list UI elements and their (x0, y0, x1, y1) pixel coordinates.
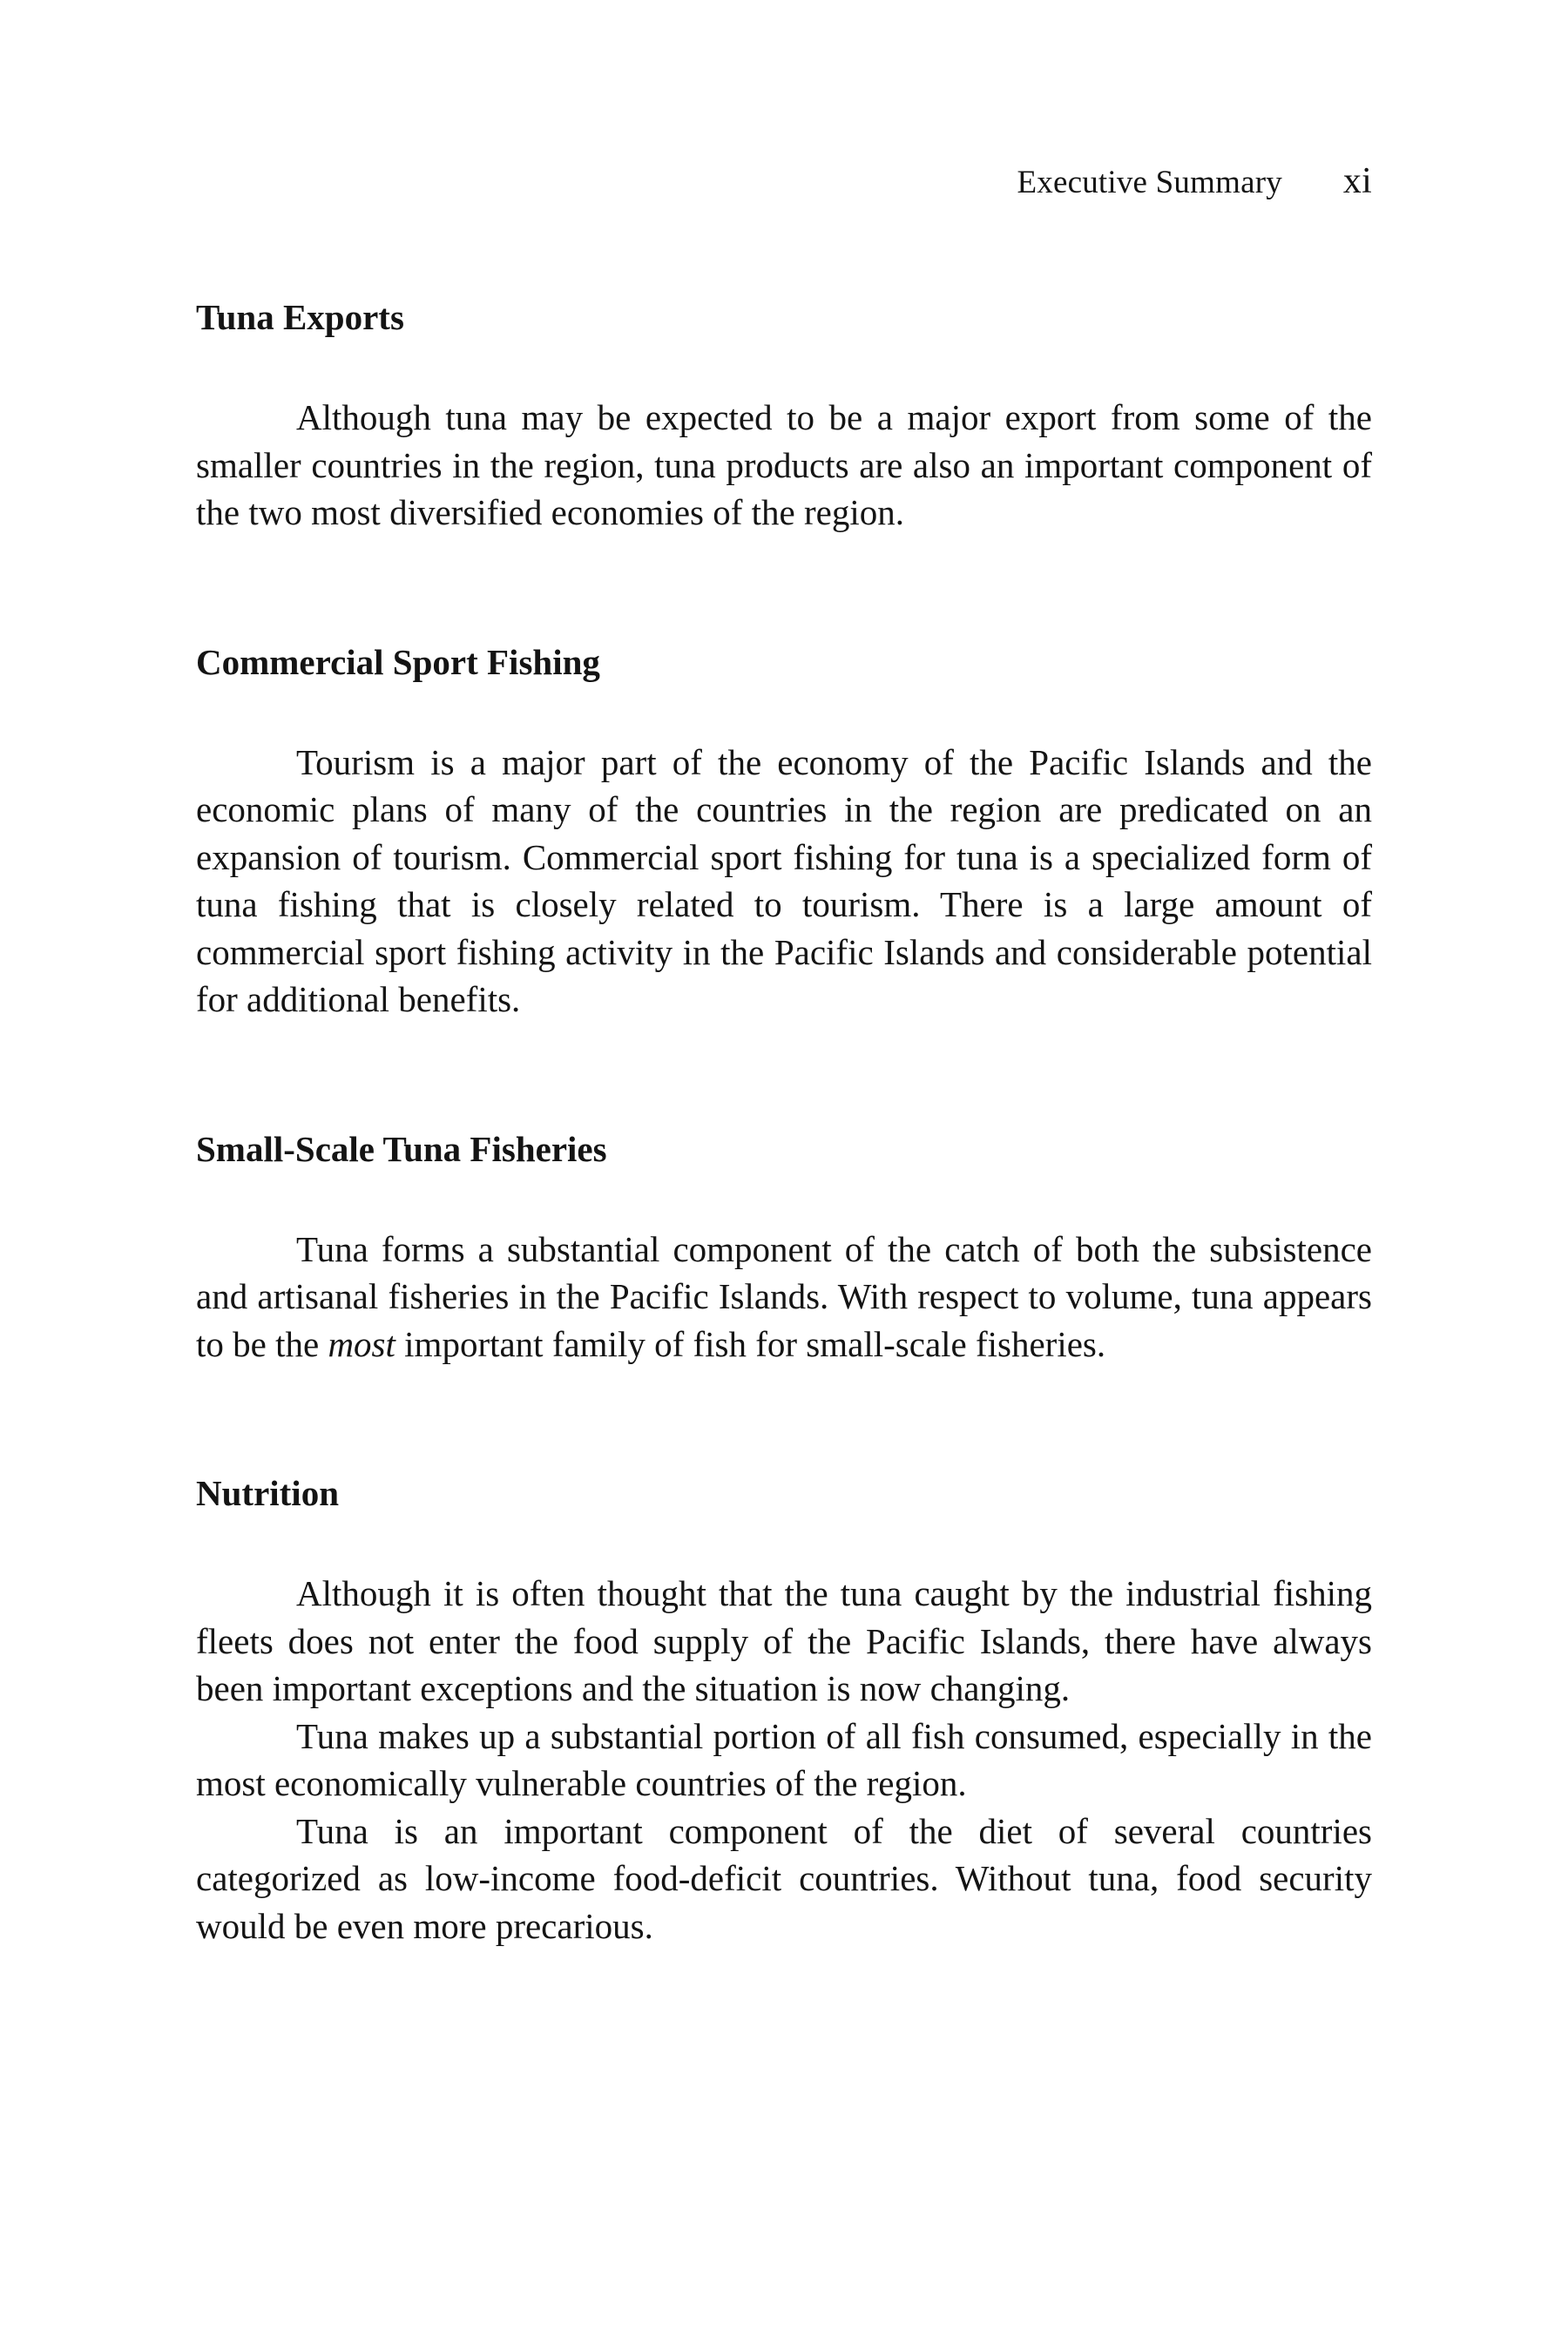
running-head (1017, 160, 1372, 202)
emphasis-text: most (328, 1323, 395, 1364)
section-heading: Small-Scale Tuna Fisheries (196, 1128, 607, 1169)
section-heading: Commercial Sport Fishing (196, 641, 600, 682)
paragraph: Although it is often thought that the tuna caught by the industrial fishing fleets does not enter the food supply of the Pacific Islands, there have always been important exceptions and the situation is now changing. (196, 1573, 1372, 1708)
running-head-title: Executive Summary (1017, 165, 1282, 200)
section-heading: Nutrition (196, 1473, 339, 1513)
paragraph-text: important family of fish for small-scale fisheries. (395, 1323, 1106, 1364)
section-commercial-sport-fishing (196, 638, 1372, 1024)
paragraph: Although tuna may be expected to be a major export from some of the smaller countries in the region, tuna products are also an important component of the two most diversified economies of the region. (196, 397, 1372, 532)
section-small-scale-tuna-fisheries (196, 1125, 1372, 1369)
paragraph: Tuna makes up a substantial portion of all fish consumed, especially in the most economically vulnerable countries of the region. (196, 1715, 1372, 1803)
page-number: xi (1342, 161, 1372, 201)
paragraph-text: Tuna forms a substantial component of the catch of both the subsistence and artisanal fisheries in the Pacific Islands. With respect to volume, tuna appears to be the (196, 1228, 1372, 1364)
paragraph: Tuna is an important component of the diet of several countries categorized as low-income food-deficit countries. Without tuna, food security would be even more precarious. (196, 1810, 1372, 1946)
document-body (196, 293, 1372, 1950)
paragraph: Tourism is a major part of the economy of the Pacific Islands and the economic plans of many of the countries in the region are predicated on an expansion of tourism. Commercial sport fishing for tuna is a specialized form of tuna fishing that is closely related to tourism. There is a large amount of commercial sport fishing activity in the Pacific Islands and considerable potential for additional benefits. (196, 741, 1372, 1019)
section-tuna-exports (196, 293, 1372, 537)
document-page (196, 0, 1372, 2352)
section-nutrition (196, 1469, 1372, 1950)
paragraph (196, 1226, 1372, 1369)
section-heading: Tuna Exports (196, 297, 404, 337)
